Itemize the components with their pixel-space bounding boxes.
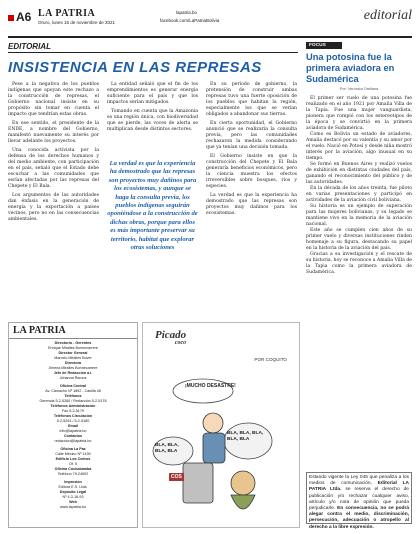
staff-role: Edificio Los Cedros [55,457,91,461]
editorial-column-3 [206,82,297,220]
bubble-text-1: ¡MUCHO DESASTRE! [185,383,236,389]
staff-role: Teléfonos Administración [50,404,96,408]
notice-warning: En consecuencia, no se podrá alegar contra el medio, discriminación, persecución, adecuación o atropello al derecho a la libre expresión. [309,506,409,530]
section-title: editorial [363,8,412,23]
paragraph: Gracias a su investigación y el rescate de su historia, hoy se reconoce a Amalia Villa de la Tapia como la primera aviadora de Sudamérica. [306,252,412,275]
paragraph: La entidad señaló que el fin de los emprendimientos es generar energía suficiente para el país y que los impactos serían mitigados. [107,82,198,105]
staff-value: Johanna Ramos [59,376,87,380]
cartoon-credit: POR COQUITO [254,357,287,362]
website-link[interactable]: lapatria.bo [176,10,198,15]
page-marker-icon [8,15,14,21]
paragraph: Su historia es un ejemplo de superación para las mujeres bolivianas, y su legado se mantiene vivo en la memoria de la aviación nacional. [306,204,412,227]
newspaper-name: LA PATRIA [38,8,96,19]
staff-value: Fax 5-2-5179 [62,409,84,413]
cartoonist-signature: Picado coco [155,329,187,346]
focus-article-body [306,96,412,276]
paragraph: En cierta oportunidad, el Gobierno anunció que se realizaría la consulta previa, pero las comunidades rechazaron la medida considerando que ya tenían una decisión tomada. [206,121,297,150]
staff-value: Av. Camacho Nº 1892 - Casilla 48 [45,389,101,393]
staff-value: Calle México Nº 1430 [55,452,91,456]
staff-role: Oficina Central [59,384,87,388]
paragraph: Los argumentos de las autoridades dan énfasis en la generación de energía y la exportación a países vecinos, pero no en las consecuencias ambientales. [8,193,99,222]
cartoon-drawing [143,323,299,527]
staff-role: Web [69,500,77,504]
paragraph: La verdad es que la experiencia ha demostrado que las represas son proyectos muy dañinos para los ecosistemas. [206,193,297,216]
legal-notice [306,472,412,530]
paragraph: Una conocida activista por la defensa de los derechos humanos y del medio ambiente, con participación en el país, señaló que el Estado debe escuchar a las comunidades que serían afectadas por las represas del Chepete y El Bala. [8,148,99,189]
paragraph: En ese sentido, el presidente de la ENDE, a nombre del Gobierno, manifestó nuevamente su interés por llevar adelante los proyectos. [8,121,99,144]
paragraph: Se formó en Buenos Aires y realizó vuelos de exhibición en distintas ciudades del país, ganando el reconocimiento del público y de las autoridades. [306,162,412,185]
paragraph: En la década de los años treinta, fue piloto en varias presentaciones y participó en actividades de la aviación civil boliviana. [306,186,412,203]
staff-role: Oficina Cochabamba [54,467,92,471]
staff-role: Teléfonos [64,394,82,398]
paragraph: En su período de gobierno, la pretensión de construir ambas represas tuvo una fuerte oposición de los pueblos que habitan la región, especialmente los que se verían obligados a abandonar sus tierras. [206,82,297,117]
issue-date: Oruro, lunes 15 de noviembre de 2021 [38,20,116,25]
staff-value: Nº 4-3-16-93 [62,495,84,499]
page-header [8,6,412,38]
editorial-columns [8,82,298,320]
staff-value: Enrique Miralles Bonnecarrere [48,346,98,350]
bubble-text-2: BLA, BLA, BLA, BLA, BLA [227,431,264,442]
staff-role: Email [68,424,78,428]
jar-shape [183,463,213,503]
staff-role: Contactos [63,434,83,438]
staff-list [9,339,137,512]
staff-value: Of. 5 [69,462,77,466]
editorial-cartoon [142,322,300,528]
staff-value[interactable]: www.lapatria.bo [59,505,87,509]
paragraph: Pese a la negativa de los pueblos indígenas que apoyan este rechazo a la construcción de represas, el Gobierno nacional insiste en su propósito sin tomar en cuenta el impacto que tendrían estas obras. [8,82,99,117]
character-head [203,413,223,433]
editorial-title: INSISTENCIA EN LAS REPRESAS [8,59,262,76]
staff-role: Impresión [64,480,82,484]
character-2-body [231,495,255,509]
paragraph: Este año se cumplen cien años de su primer vuelo y diversas instituciones rinden homenaje a su figura, destacando su papel en la historia de la aviación del país. [306,228,412,251]
jar-label: COS [171,474,182,480]
facebook-link[interactable]: facebook.com/LaPatriaBolivia [160,18,220,23]
character-2-head [231,471,255,495]
focus-label: FOCUS [306,42,342,49]
staff-role: Teléfonos Circulación [53,414,93,418]
staff-value: Teléfono 79-24692 [57,472,89,476]
notice-company: Editorial LA PATRIA Ltda. [309,481,409,493]
staff-value: Gerencia 5-2-5260 / Redacción 5-2-5178 [39,399,107,403]
focus-title: Una potosina fue la primera aviadora en Sudamérica [306,52,395,84]
staff-role: Depósito Legal [59,490,87,494]
staff-value[interactable]: info@lapatria.bo [59,429,87,433]
pull-quote: La verdad es que la experiencia ha demostrado que las represas son proyectos muy dañinos para los ecosistemas, y aunque se haga la consulta previa, los pueblos indígenas seguirán oponiéndose a la construcción de dichas obras, porque para ellos es más importante preservar su territorio, habitat que explorar otras soluciones [107,160,198,252]
editorial-article [8,42,298,314]
character-body [203,433,225,463]
staff-role: Oficina La Paz [60,447,86,451]
page-number: A6 [8,10,31,24]
editorial-column-2 [107,82,198,136]
paragraph: Como es Bolivia un estado de aviadores, Amalia destacó por su valentía y su amor por el vuelo. Nació en Potosí y desde niña mostró interés por la aviación, algo inusual en su tiempo. [306,132,412,161]
staff-role: Directora [64,361,82,365]
staff-role: Jefe de Redacción a.i. [53,371,93,375]
bubble-text-3: BLA, BLA, BLA, BLA [155,443,179,454]
staff-role: Director General [58,351,88,355]
paragraph: El primer ser vuelo de una potosina fue realizado en el año 1921 por Amalia Villa de la Tapia. Fue una mujer vanguardista, pionera que rompió con los estereotipos de la época y se convirtió en la primera aviadora de Sudamérica. [306,96,412,131]
staff-role: Directorio - Gerentes [54,341,92,345]
notice-text: Estando vigente la Ley 045 que penaliza a los medios de comunicación, [309,475,409,487]
staff-value: 5-2-5261 / 5-2-5180 [56,419,90,423]
staff-value: Marcelo Miralles Bover [54,356,92,360]
focus-article-header [306,42,412,92]
staff-value: Editora E.S. Ltda. [58,485,88,489]
focus-byline: Por: Verónica Orellana [339,87,379,91]
paragraph: El Gobierno insiste en que la construcción del Chepete y El Bala generaría beneficios económicos, pero la ciencia muestra los efectos irreversibles sobre bosques, ríos y especies. [206,154,297,189]
notice-text: se reserva el derecho de publicación y/o rechazar cualquier aviso, artículo y/o nota de opinión que pueda perjudicarle. [309,487,409,512]
staff-value: Jimena Miralles Bonnecarrere [48,366,98,370]
editorial-column-1 [8,82,99,226]
editorial-tag: EDITORIAL [8,42,298,53]
staff-value[interactable]: redaccion@lapatria.bo [54,439,92,443]
paragraph: Tomando en cuenta que la Amazonia es una región única, con biodiversidad que se pierde, las voces de alerta se multiplican desde distintos sectores. [107,109,198,132]
masthead-logo: LA PATRIA [9,323,137,339]
masthead-box [8,322,138,528]
